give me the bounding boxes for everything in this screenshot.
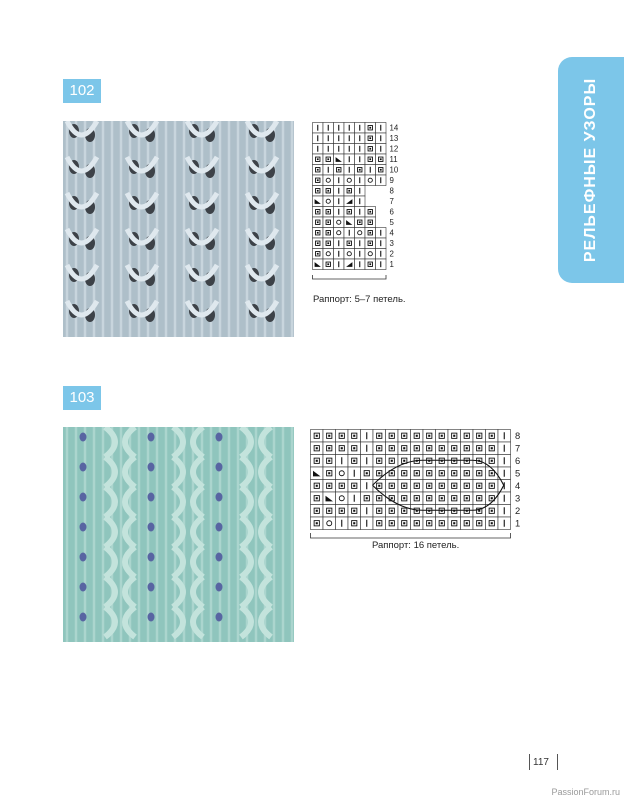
chart-cell — [355, 228, 366, 239]
knit-swatch-photo-102 — [63, 121, 294, 337]
chart-cell — [423, 442, 436, 455]
chart-row-number: 8 — [389, 186, 394, 196]
chart-row-number: 11 — [389, 154, 398, 164]
chart-cell — [323, 207, 334, 218]
chart-cell — [498, 505, 511, 518]
chart-cell — [344, 165, 355, 176]
chart-cell — [313, 207, 324, 218]
lace-hole — [80, 583, 87, 592]
chart-cell — [334, 196, 345, 207]
chart-cell — [398, 467, 411, 480]
chart-cell — [473, 505, 486, 518]
chart-row-number: 4 — [515, 481, 521, 491]
chart-cell — [386, 455, 399, 468]
chart-cell — [355, 217, 366, 228]
chart-cell — [398, 442, 411, 455]
chart-cell — [398, 430, 411, 443]
chart-cell — [411, 492, 424, 505]
chart-row-number: 7 — [389, 196, 394, 206]
knitting-chart-103 — [310, 429, 550, 539]
chart-cell — [355, 165, 366, 176]
chart-cell — [323, 175, 334, 186]
chart-cell — [373, 505, 386, 518]
chart-row-number: 6 — [389, 207, 394, 217]
lace-hole — [80, 433, 87, 442]
chart-cell — [323, 123, 334, 134]
chart-cell — [336, 505, 349, 518]
chart-cell — [486, 505, 499, 518]
page-number: 117 — [533, 757, 549, 768]
chart-cell — [344, 154, 355, 165]
chart-cell — [323, 144, 334, 155]
chart-cell — [323, 517, 336, 530]
chart-cell — [376, 228, 387, 239]
chart-cell — [355, 186, 366, 197]
lace-hole — [216, 493, 223, 502]
chart-cell — [355, 259, 366, 270]
chart-cell — [361, 430, 374, 443]
chart-cell — [334, 154, 345, 165]
chart-cell — [411, 430, 424, 443]
chart-cell — [323, 217, 334, 228]
chart-cell — [365, 175, 376, 186]
chart-row-number: 1 — [389, 259, 394, 269]
lace-hole — [148, 463, 155, 472]
chart-cell — [336, 480, 349, 493]
chart-cell — [336, 492, 349, 505]
chart-cell — [461, 480, 474, 493]
chart-cell — [334, 259, 345, 270]
chart-cell — [436, 467, 449, 480]
chart-cell — [498, 517, 511, 530]
chart-cell — [334, 144, 345, 155]
chart-cell — [473, 467, 486, 480]
chart-cell — [313, 196, 324, 207]
chart-cell — [344, 133, 355, 144]
chart-cell — [461, 442, 474, 455]
lace-hole — [80, 553, 87, 562]
chart-cell — [323, 186, 334, 197]
lace-hole — [148, 493, 155, 502]
chart-cell — [336, 517, 349, 530]
chart-cell — [376, 259, 387, 270]
chart-cell — [348, 480, 361, 493]
chart-cell — [411, 467, 424, 480]
chart-cell — [473, 480, 486, 493]
chart-cell — [334, 217, 345, 228]
chart-cell — [386, 505, 399, 518]
chart-cell — [376, 238, 387, 249]
chart-row-number: 3 — [389, 238, 394, 248]
chart-cell — [313, 217, 324, 228]
chart-row-number: 1 — [515, 518, 521, 529]
chart-cell — [348, 467, 361, 480]
chart-cell — [344, 207, 355, 218]
chart-cell — [323, 259, 334, 270]
pattern-number-103: 103 — [63, 386, 101, 410]
chart-cell — [461, 492, 474, 505]
chart-row-number: 9 — [389, 175, 394, 185]
lace-hole — [148, 583, 155, 592]
chart-cell — [423, 430, 436, 443]
chart-cell — [373, 480, 386, 493]
lace-hole — [216, 613, 223, 622]
chart-row-number: 10 — [389, 165, 399, 175]
chart-cell — [323, 505, 336, 518]
lace-hole — [80, 523, 87, 532]
chart-cell — [313, 123, 324, 134]
chart-cell — [373, 467, 386, 480]
chart-cell — [313, 144, 324, 155]
chart-row-number: 2 — [515, 506, 521, 516]
chart-cell — [486, 517, 499, 530]
chart-cell — [323, 133, 334, 144]
chart-cell — [411, 517, 424, 530]
chart-cell — [344, 259, 355, 270]
lace-hole — [216, 583, 223, 592]
chart-cell — [334, 207, 345, 218]
chart-cell — [323, 430, 336, 443]
chart-cell — [311, 517, 324, 530]
chart-cell — [336, 430, 349, 443]
chart-cell — [355, 123, 366, 134]
chart-cell — [486, 480, 499, 493]
chart-row-number: 7 — [515, 443, 521, 454]
chart-cell — [355, 144, 366, 155]
chart-cell — [448, 467, 461, 480]
chart-cell — [486, 430, 499, 443]
chart-cell — [498, 430, 511, 443]
chart-cell — [473, 442, 486, 455]
chart-cell — [336, 442, 349, 455]
lace-hole — [148, 433, 155, 442]
section-tab-title: РЕЛЬЕФНЫЕ УЗОРЫ — [582, 77, 599, 263]
chart-cell — [344, 196, 355, 207]
lace-hole — [216, 553, 223, 562]
chart-cell — [365, 228, 376, 239]
chart-cell — [323, 467, 336, 480]
chart-cell — [365, 207, 376, 218]
chart-cell — [473, 492, 486, 505]
chart-cell — [323, 455, 336, 468]
chart-cell — [313, 133, 324, 144]
chart-cell — [373, 442, 386, 455]
chart-cell — [355, 196, 366, 207]
chart-cell — [461, 430, 474, 443]
chart-cell — [423, 492, 436, 505]
chart-row-number: 6 — [515, 456, 521, 466]
lace-hole — [80, 493, 87, 502]
chart-cell — [373, 430, 386, 443]
chart-row-number: 13 — [389, 133, 399, 143]
chart-cell — [323, 238, 334, 249]
chart-caption-102: Раппорт: 5–7 петель. — [313, 294, 406, 305]
chart-cell — [334, 238, 345, 249]
chart-cell — [336, 455, 349, 468]
chart-cell — [448, 492, 461, 505]
knit-swatch-photo-103 — [63, 427, 294, 642]
chart-cell — [376, 133, 387, 144]
chart-cell — [365, 123, 376, 134]
lace-hole — [148, 613, 155, 622]
page-number-divider-left — [529, 754, 530, 770]
chart-cell — [361, 492, 374, 505]
chart-cell — [311, 442, 324, 455]
chart-cell — [365, 154, 376, 165]
chart-cell — [376, 154, 387, 165]
chart-cell — [365, 165, 376, 176]
chart-cell — [386, 430, 399, 443]
chart-cell — [313, 259, 324, 270]
chart-row-number: 12 — [389, 144, 399, 154]
section-tab — [558, 57, 624, 283]
lace-hole — [216, 463, 223, 472]
chart-cell — [334, 228, 345, 239]
chart-cell — [365, 249, 376, 260]
chart-cell — [323, 480, 336, 493]
chart-cell — [436, 430, 449, 443]
chart-cell — [365, 144, 376, 155]
chart-cell — [411, 442, 424, 455]
chart-cell — [344, 217, 355, 228]
chart-cell — [473, 430, 486, 443]
chart-cell — [423, 480, 436, 493]
chart-cell — [376, 249, 387, 260]
chart-cell — [311, 467, 324, 480]
chart-row-number: 4 — [389, 228, 394, 238]
chart-cell — [323, 196, 334, 207]
lace-hole — [80, 613, 87, 622]
chart-cell — [361, 480, 374, 493]
chart-cell — [486, 442, 499, 455]
chart-cell — [373, 492, 386, 505]
chart-cell — [498, 455, 511, 468]
chart-cell — [448, 430, 461, 443]
chart-cell — [348, 517, 361, 530]
chart-cell — [461, 517, 474, 530]
chart-cell — [348, 442, 361, 455]
chart-cell — [361, 442, 374, 455]
chart-cell — [311, 492, 324, 505]
chart-cell — [323, 154, 334, 165]
chart-cell — [323, 492, 336, 505]
chart-cell — [436, 492, 449, 505]
chart-cell — [373, 517, 386, 530]
chart-cell — [313, 186, 324, 197]
chart-cell — [376, 175, 387, 186]
chart-cell — [344, 144, 355, 155]
chart-cell — [361, 505, 374, 518]
lace-hole — [216, 433, 223, 442]
chart-cell — [313, 228, 324, 239]
knitting-chart-102 — [312, 122, 432, 282]
page-number-divider-right — [557, 754, 558, 770]
chart-cell — [373, 455, 386, 468]
chart-cell — [323, 228, 334, 239]
lace-hole — [216, 523, 223, 532]
chart-cell — [348, 505, 361, 518]
chart-cell — [323, 165, 334, 176]
chart-cell — [461, 467, 474, 480]
chart-cell — [376, 123, 387, 134]
chart-cell — [311, 480, 324, 493]
chart-cell — [334, 123, 345, 134]
chart-cell — [334, 175, 345, 186]
chart-cell — [336, 467, 349, 480]
chart-row-number: 2 — [389, 249, 394, 259]
chart-cell — [361, 455, 374, 468]
chart-cell — [355, 133, 366, 144]
chart-row-number: 8 — [515, 431, 521, 441]
chart-cell — [311, 455, 324, 468]
chart-cell — [348, 455, 361, 468]
chart-cell — [313, 165, 324, 176]
chart-cell — [448, 517, 461, 530]
chart-cell — [498, 480, 511, 493]
lace-hole — [80, 463, 87, 472]
chart-cell — [355, 154, 366, 165]
chart-cell — [323, 442, 336, 455]
chart-cell — [361, 467, 374, 480]
chart-cell — [448, 480, 461, 493]
chart-cell — [436, 442, 449, 455]
chart-cell — [386, 442, 399, 455]
chart-cell — [348, 430, 361, 443]
chart-row-number: 14 — [389, 123, 399, 133]
chart-cell — [355, 249, 366, 260]
chart-caption-103: Раппорт: 16 петель. — [372, 540, 460, 551]
chart-cell — [436, 480, 449, 493]
chart-cell — [386, 480, 399, 493]
repeat-bracket — [313, 275, 387, 279]
chart-cell — [313, 238, 324, 249]
chart-cell — [313, 154, 324, 165]
chart-cell — [365, 217, 376, 228]
chart-cell — [436, 517, 449, 530]
chart-cell — [344, 228, 355, 239]
chart-cell — [473, 517, 486, 530]
chart-cell — [348, 492, 361, 505]
chart-cell — [355, 175, 366, 186]
chart-cell — [311, 430, 324, 443]
lace-hole — [148, 553, 155, 562]
chart-cell — [344, 238, 355, 249]
chart-cell — [376, 165, 387, 176]
chart-cell — [344, 123, 355, 134]
watermark: PassionForum.ru — [551, 787, 620, 797]
pattern-number-102: 102 — [63, 79, 101, 103]
chart-cell — [323, 249, 334, 260]
chart-cell — [398, 517, 411, 530]
chart-cell — [344, 249, 355, 260]
chart-cell — [334, 186, 345, 197]
chart-cell — [361, 517, 374, 530]
chart-cell — [398, 492, 411, 505]
chart-cell — [344, 175, 355, 186]
chart-cell — [313, 249, 324, 260]
repeat-bracket — [311, 533, 511, 538]
chart-cell — [334, 133, 345, 144]
chart-cell — [376, 144, 387, 155]
chart-cell — [423, 467, 436, 480]
chart-cell — [355, 207, 366, 218]
chart-cell — [365, 133, 376, 144]
chart-cell — [365, 238, 376, 249]
chart-cell — [398, 480, 411, 493]
chart-cell — [311, 505, 324, 518]
chart-cell — [498, 492, 511, 505]
chart-cell — [313, 175, 324, 186]
chart-cell — [411, 480, 424, 493]
lace-hole — [148, 523, 155, 532]
chart-row-number: 3 — [515, 493, 521, 504]
chart-cell — [334, 165, 345, 176]
chart-row-number: 5 — [389, 217, 394, 227]
chart-row-number: 5 — [515, 468, 521, 479]
chart-cell — [344, 186, 355, 197]
chart-cell — [386, 517, 399, 530]
chart-cell — [498, 442, 511, 455]
chart-cell — [448, 442, 461, 455]
chart-cell — [365, 259, 376, 270]
chart-cell — [355, 238, 366, 249]
chart-cell — [334, 249, 345, 260]
chart-cell — [423, 517, 436, 530]
